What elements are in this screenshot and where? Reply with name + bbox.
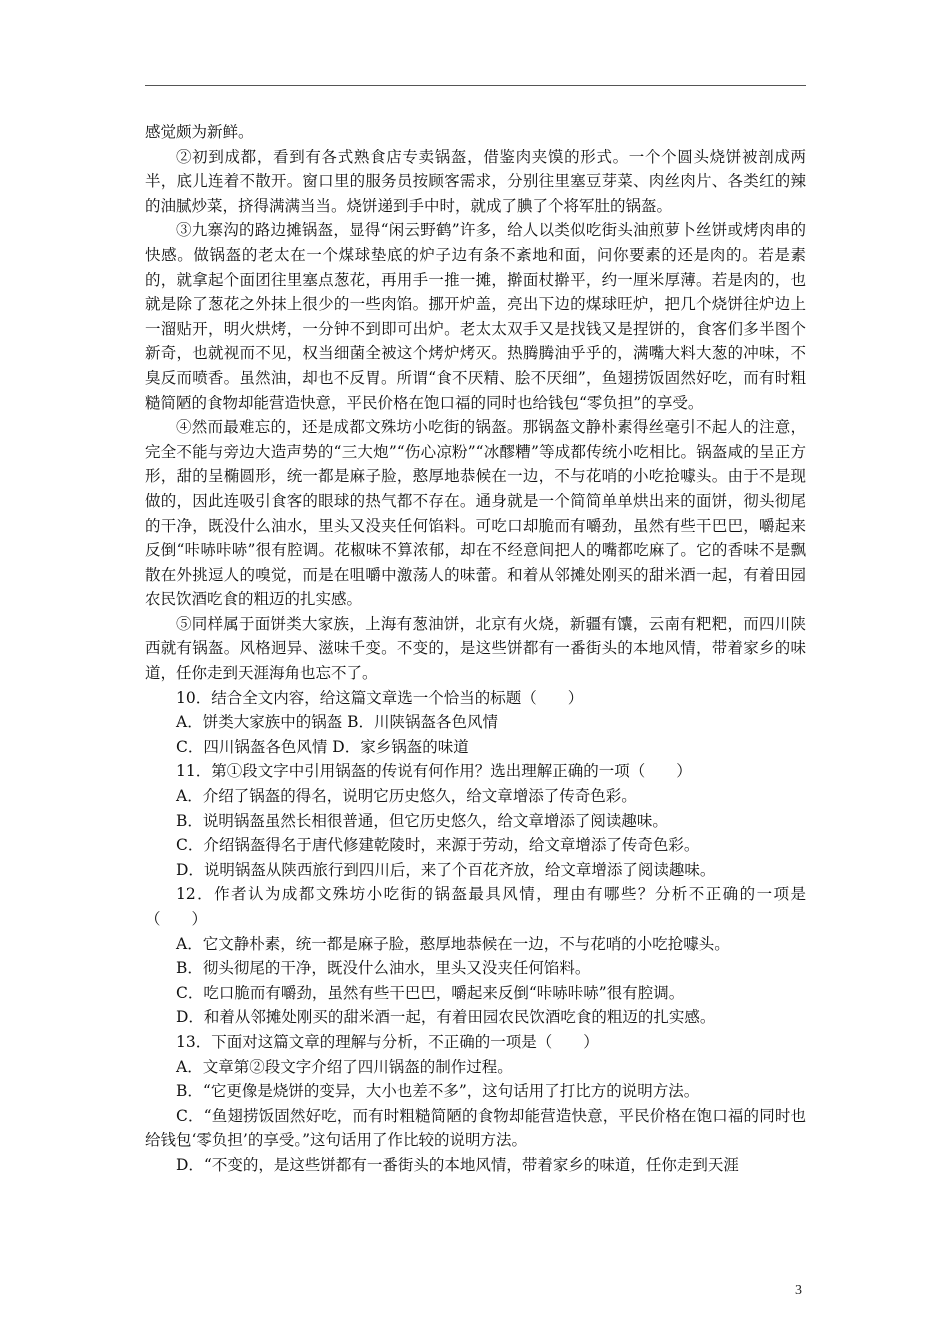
- question-10-option-ab: A．饼类大家族中的锅盔 B．川陕锅盔各色风情: [176, 713, 499, 732]
- article-body: [145, 120, 806, 1178]
- question-12-option-a: A．它文静朴素，统一都是麻子脸，憨厚地恭候在一边，不与花哨的小吃抢噱头。: [176, 934, 730, 953]
- question-10-stem: 10．结合全文内容，给这篇文章选一个恰当的标题（ ）: [176, 688, 584, 707]
- question-13-option-c: C．“鱼翅捞饭固然好吃，而有时粗糙简陋的食物却能营造快意，平民价格在饱口福的同时也给钱包‘零负担’的享受。”这句话用了作比较的说明方法。: [145, 1106, 806, 1150]
- question-13-option-b: B．“它更像是烧饼的变异，大小也差不多”，这句话用了打比方的说明方法。: [176, 1082, 700, 1101]
- question-11-stem: 11．第①段文字中引用锅盔的传说有何作用？选出理解正确的一项（ ）: [176, 762, 692, 781]
- question-12-stem: 12．作者认为成都文殊坊小吃街的锅盔最具风情，理由有哪些？分析不正确的一项是（ ）: [145, 885, 806, 928]
- paragraph-4: ④然而最难忘的，还是成都文殊坊小吃街的锅盔。那锅盔文静朴素得丝毫引不起人的注意，完全不能与旁边大造声势的“三大炮”“伤心凉粉”“冰醪糟”等成都传统小吃相比。锅盔咸的呈正方形，甜的呈椭圆形，统一都是麻子脸，憨厚地恭候在一边，不与花哨的小吃抢噱头。由于不是现做的，因此连吸引食客的眼球的热气都不存在。通身就是一个简简单单烘出来的面饼，彻头彻尾的干净，既没什么油水，里头又没夹任何馅料。可吃口却脆而有嚼劲，虽然有些干巴巴，嚼起来反倒“咔哧咔哧”很有腔调。花椒味不算浓郁，却在不经意间把人的嘴都吃麻了。它的香味不是飘散在外挑逗人的嗅觉，而是在咀嚼中激荡人的味蕾。和着从邻摊处刚买的甜米酒一起，有着田园农民饮酒吃食的粗迈的扎实感。: [145, 418, 806, 609]
- paragraph-3: ③九寨沟的路边摊锅盔，显得“闲云野鹤”许多，给人以类似吃街头油煎萝卜丝饼或烤肉串的快感。做锅盔的老太在一个煤球垫底的炉子边有条不紊地和面，问你要素的还是肉的。若是素的，就拿起个面团往里塞点葱花，再用手一推一摊，擀面杖擀平，约一厘米厚薄。若是肉的，也就是除了葱花之外抹上很少的一些肉馅。挪开炉盖，亮出下边的煤球旺炉，把几个烧饼往炉边上一溜贴开，明火烘烤，一分钟不到即可出炉。老太太双手又是找钱又是捏饼的，食客们多半图个新奇，也就视而不见，权当细菌全被这个烤炉烤灭。热腾腾油乎乎的，满嘴大料大葱的冲味，不臭反而喷香。虽然油，却也不反胃。所谓“食不厌精、脍不厌细”，鱼翅捞饭固然好吃，而有时粗糙简陋的食物却能营造快意，平民价格在饱口福的同时也给钱包“零负担”的享受。: [145, 221, 806, 412]
- question-12-option-d: D．和着从邻摊处刚买的甜米酒一起，有着田园农民饮酒吃食的粗迈的扎实感。: [176, 1008, 716, 1027]
- header-rule: [145, 85, 806, 86]
- question-11-option-b: B．说明锅盔虽然长相很普通，但它历史悠久，给文章增添了阅读趣味。: [176, 811, 668, 830]
- question-13-option-d: D．“不变的，是这些饼都有一番街头的本地风情，带着家乡的味道，任你走到天涯: [176, 1155, 739, 1174]
- question-12-option-c: C．吃口脆而有嚼劲，虽然有些干巴巴，嚼起来反倒“咔哧咔哧”很有腔调。: [176, 983, 685, 1002]
- paragraph-continuation: 感觉颇为新鲜。: [145, 123, 254, 141]
- question-13-stem: 13．下面对这篇文章的理解与分析，不正确的一项是（ ）: [176, 1032, 599, 1051]
- question-13-option-a: A．文章第②段文字介绍了四川锅盔的制作过程。: [176, 1057, 513, 1076]
- question-11-option-a: A．介绍了锅盔的得名，说明它历史悠久，给文章增添了传奇色彩。: [176, 787, 637, 806]
- question-11-option-d: D．说明锅盔从陕西旅行到四川后，来了个百花齐放，给文章增添了阅读趣味。: [176, 860, 716, 879]
- paragraph-2: ②初到成都，看到有各式熟食店专卖锅盔，借鉴肉夹馍的形式。一个个圆头烧饼被剖成两半，底儿连着不散开。窗口里的服务员按顾客需求，分别往里塞豆芽菜、肉丝肉片、各类红的辣的油腻炒菜，挤得满满当当。烧饼递到手中时，就成了腆了个将军肚的锅盔。: [145, 147, 806, 215]
- paragraph-5: ⑤同样属于面饼类大家族，上海有葱油饼，北京有火烧，新疆有馕，云南有粑粑，而四川陕西就有锅盔。风格迥异、滋味千变。不变的，是这些饼都有一番街头的本地风情，带着家乡的味道，任你走到天涯海角也忘不了。: [145, 614, 806, 683]
- page-number: 3: [795, 1283, 802, 1298]
- question-11-option-c: C．介绍锅盔得名于唐代修建乾陵时，来源于劳动，给文章增添了传奇色彩。: [176, 836, 700, 855]
- question-12-option-b: B．彻头彻尾的干净，既没什么油水，里头又没夹任何馅料。: [176, 959, 591, 978]
- question-10-option-cd: C．四川锅盔各色风情 D．家乡锅盔的味道: [176, 737, 469, 756]
